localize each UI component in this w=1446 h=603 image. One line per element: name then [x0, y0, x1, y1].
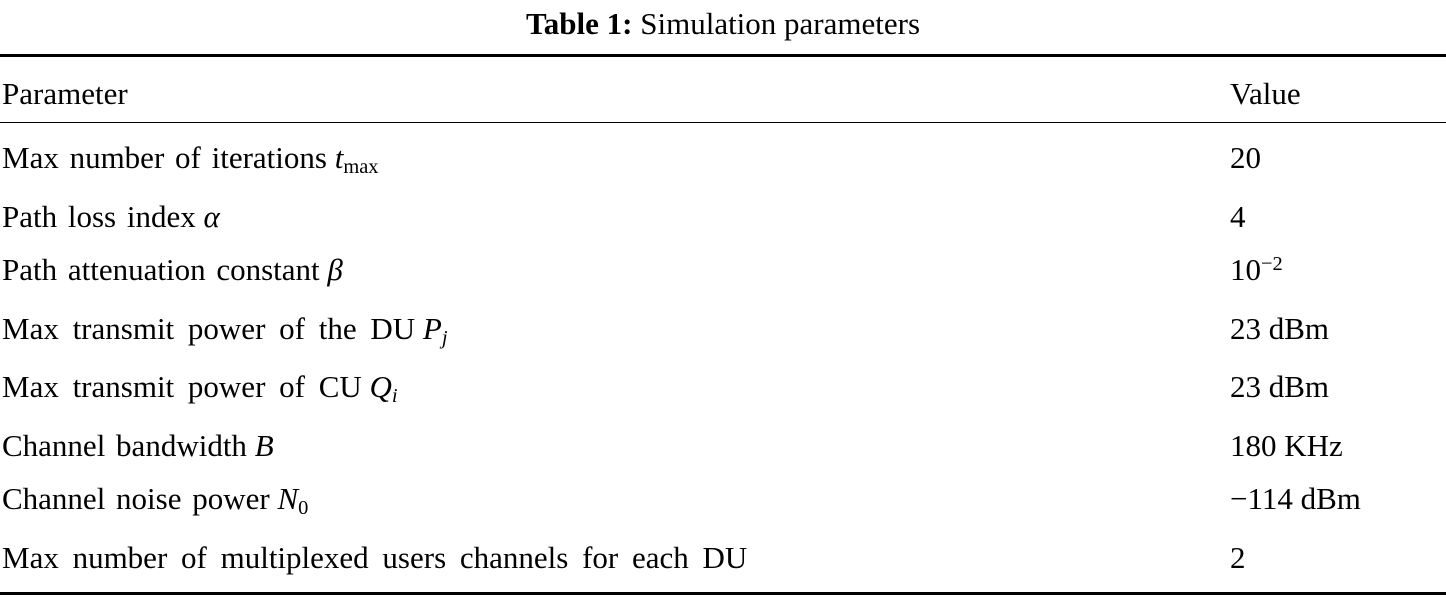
row-value: 23 dBm [1230, 310, 1330, 346]
table-row [0, 531, 1446, 593]
table-row [0, 472, 1446, 531]
table-caption [0, 0, 1446, 54]
table-bottom-rule [0, 592, 1446, 595]
table-grid [0, 57, 1446, 122]
table-caption-text: Simulation parameters [640, 6, 921, 41]
row-parameter-label: Max transmit power of the DU [2, 310, 416, 346]
table-row [0, 190, 1446, 244]
table-body [0, 123, 1446, 592]
row-parameter-symbol: P [422, 310, 442, 346]
row-parameter-label: Path attenuation constant [2, 252, 320, 287]
row-parameter-label: Channel noise power [2, 481, 270, 516]
row-value: 2 [1230, 539, 1246, 575]
row-value: 23 dBm [1230, 369, 1330, 404]
row-parameter-symbol-sub: 0 [298, 497, 309, 520]
row-parameter-label: Max number of iterations [2, 140, 327, 175]
row-value: −114 dBm [1230, 481, 1361, 516]
table-caption-label: Table 1: [525, 6, 633, 41]
column-header-value: Value [1230, 76, 1301, 111]
table-row [0, 123, 1446, 190]
table-row [0, 243, 1446, 302]
row-parameter-label: Max number of multiplexed users channels for each DU [2, 539, 748, 575]
row-value: 4 [1230, 198, 1246, 234]
row-parameter-symbol-sub: max [343, 156, 379, 179]
row-parameter-label: Max transmit power of CU [2, 369, 362, 404]
row-value: 20 [1230, 140, 1261, 175]
row-parameter-symbol: t [334, 140, 344, 175]
row-parameter-label: Path loss index [2, 198, 196, 234]
table-header-row [0, 57, 1446, 122]
row-parameter-symbol-sub: i [391, 385, 398, 408]
table-row [0, 419, 1446, 473]
column-header-parameter: Parameter [2, 76, 128, 111]
row-value-exponent: −2 [1261, 253, 1283, 276]
row-parameter-symbol: β [327, 252, 343, 287]
row-value: 180 KHz [1230, 427, 1343, 463]
row-parameter-symbol-sub: j [441, 326, 448, 349]
row-parameter-symbol: α [203, 198, 220, 234]
table-row [0, 360, 1446, 419]
table-row [0, 302, 1446, 361]
row-parameter-symbol: Q [369, 369, 392, 404]
row-parameter-symbol: N [277, 481, 299, 516]
row-parameter-label: Channel bandwidth [2, 427, 247, 463]
row-parameter-symbol: B [254, 427, 274, 463]
row-value: 10 [1230, 252, 1261, 287]
